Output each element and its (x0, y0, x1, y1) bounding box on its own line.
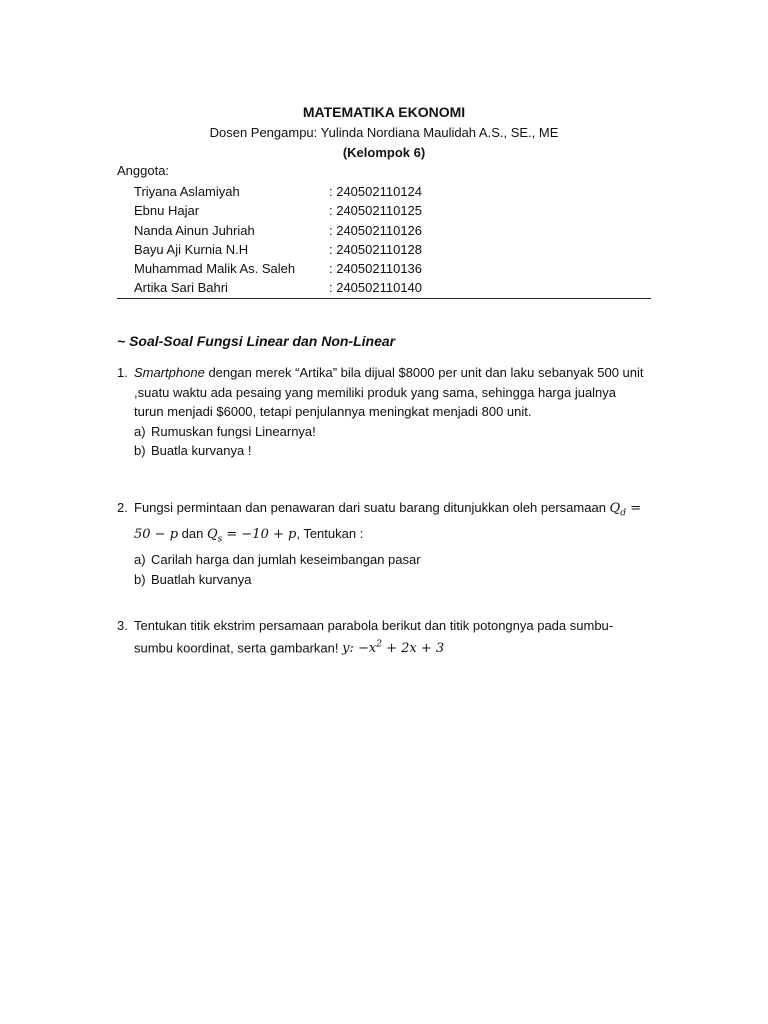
question-2 (117, 498, 647, 589)
sub-question-label: b) (134, 571, 146, 587)
question-3 (117, 616, 647, 658)
question-text-after: , Tentukan : (296, 526, 364, 542)
sub-question-b (134, 441, 647, 461)
member-row (134, 259, 654, 278)
question-number: 1. (117, 365, 128, 380)
supply-subscript: s (217, 534, 223, 545)
members-heading: Anggota: (117, 163, 170, 178)
question-text-main: dengan merek “Artika” bila dijual $8000 per unit dan laku sebanyak 500 unit ,suatu waktu ada pesaing yang memiliki produk yang sama, sehingga harga jualnya turun menjadi $6000, tetapi penjulannya meningkat menjadi 800 unit. (134, 365, 644, 419)
sub-question-text: Rumuskan fungsi Linearnya! (151, 423, 316, 439)
member-row (134, 278, 654, 297)
member-row (134, 182, 654, 201)
sub-question-text: Carilah harga dan jumlah keseimbangan pasar (151, 552, 421, 568)
question-number: 3. (117, 618, 128, 633)
equation-suffix: + 2x + 3 (381, 640, 445, 656)
member-name: Ebnu Hajar (134, 203, 200, 219)
question-text (134, 363, 647, 422)
member-row (134, 201, 654, 220)
section-heading: ~ Soal-Soal Fungsi Linear dan Non-Linear (117, 333, 396, 349)
member-id: : 240502110125 (329, 203, 423, 219)
question-text (134, 616, 647, 658)
equation-exponent: 2 (376, 639, 382, 650)
member-name: Bayu Aji Kurnia N.H (134, 241, 249, 257)
demand-rhs: = 50 − p (134, 501, 642, 543)
supply-rhs: = −10 + p (222, 527, 297, 543)
question-text-middle: dan (178, 526, 207, 542)
sub-question-a (134, 422, 647, 442)
demand-subscript: d (620, 508, 626, 519)
member-id: : 240502110136 (329, 261, 423, 277)
question-body (134, 498, 647, 589)
question-body (134, 363, 647, 461)
question-text (134, 498, 647, 550)
sub-question-b (134, 570, 647, 590)
sub-question-label: a) (134, 423, 146, 439)
sub-question-label: a) (134, 552, 146, 568)
member-id: : 240502110124 (329, 184, 423, 199)
question-text-main: Tentukan titik ekstrim persamaan parabola berikut dan titik potongnya pada sumbu-sumbu koordinat, serta gambarkan! (134, 618, 614, 655)
member-id: : 240502110140 (329, 280, 423, 296)
members-list (134, 182, 654, 298)
sub-question-text: Buatlah kurvanya (151, 571, 252, 587)
document-title: MATEMATIKA EKONOMI (302, 104, 466, 120)
member-name: Muhammad Malik As. Saleh (134, 261, 296, 277)
parabola-equation (342, 641, 444, 656)
member-name: Artika Sari Bahri (134, 280, 228, 296)
question-number: 2. (117, 500, 128, 515)
member-name: Nanda Ainun Juhriah (134, 222, 255, 238)
lecturer-line: Dosen Pengampu: Yulinda Nordiana Maulidah A.S., SE., ME (209, 125, 559, 140)
supply-equation (206, 527, 297, 545)
question-body (134, 616, 647, 658)
member-id: : 240502110128 (329, 241, 423, 257)
question-text-before: Fungsi permintaan dan penawaran dari suatu barang ditunjukkan oleh persamaan (134, 500, 610, 515)
sub-question-text: Buatla kurvanya ! (151, 443, 252, 458)
member-name: Triyana Aslamiyah (134, 184, 240, 199)
sub-question-a (134, 550, 647, 570)
question-1 (117, 363, 647, 461)
supply-symbol: Q (206, 527, 218, 543)
member-id: : 240502110126 (329, 222, 423, 238)
member-row (134, 221, 654, 240)
sub-question-label: b) (134, 443, 146, 458)
member-row (134, 240, 654, 259)
equation-prefix: y: −x (342, 640, 377, 656)
italic-term: Smartphone (134, 365, 205, 380)
demand-symbol: Q (609, 501, 621, 516)
group-label: (Kelompok 6) (342, 145, 426, 160)
header-divider (117, 298, 651, 299)
